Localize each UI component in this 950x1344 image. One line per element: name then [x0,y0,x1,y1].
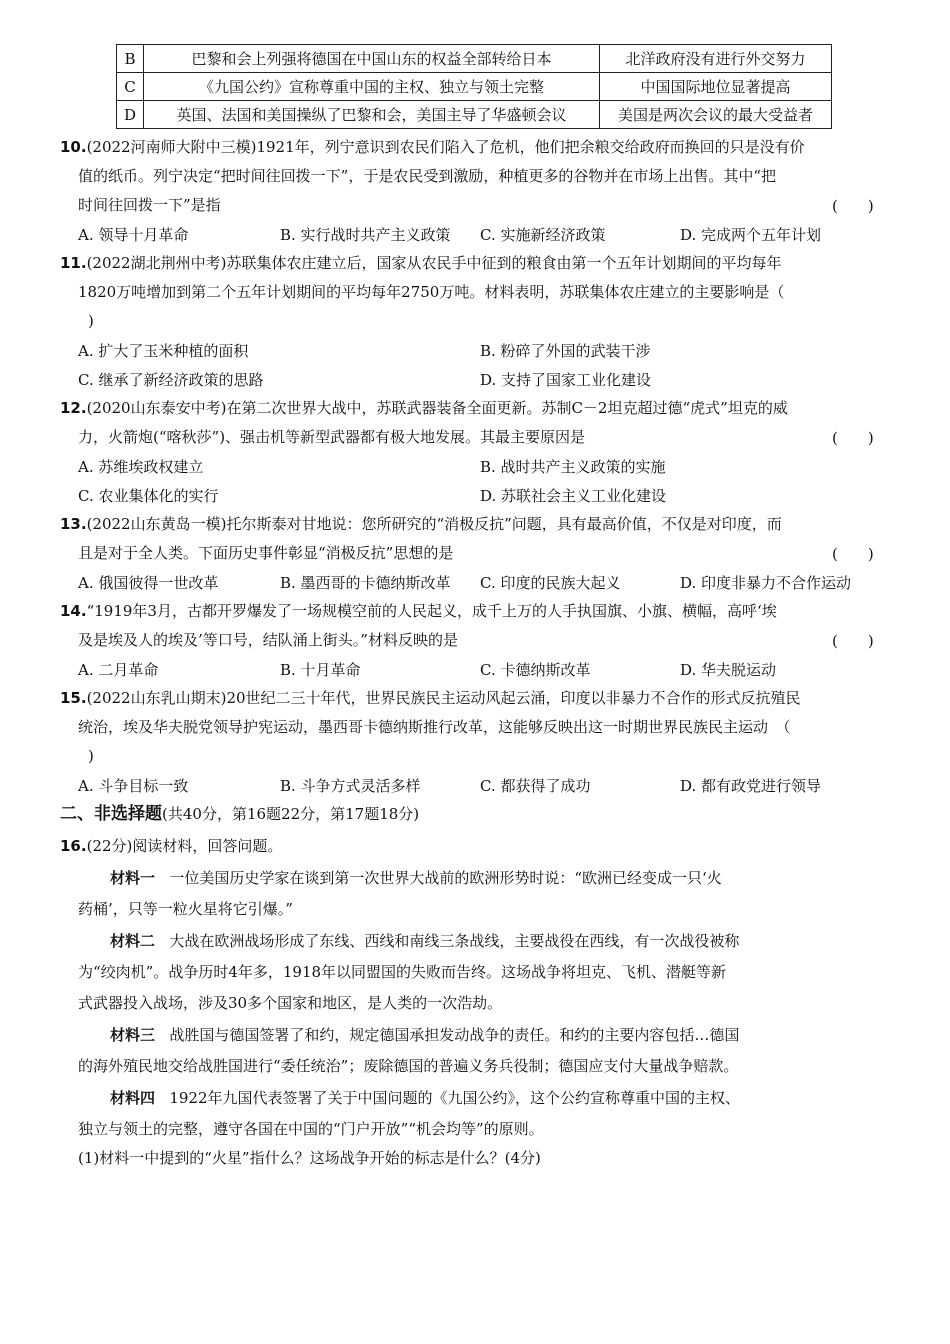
material-text: 战胜国与德国签署了和约，规定德国承担发动战争的责任。和约的主要内容包括…德国 [169,1026,740,1044]
question-11-line2: 1820万吨增加到第二个五年计划期间的平均每年2750万吨。材料表明，苏联集体农庄建立的主要影响是（ [78,283,785,301]
question-12-line1 [60,398,788,418]
material-1-line1 [110,868,722,888]
question-number: 13. [60,515,87,533]
option-d[interactable]: D. 完成两个五年计划 [680,226,822,244]
table-row [117,73,832,101]
option-b[interactable]: B. 十月革命 [280,661,361,679]
option-c[interactable]: C. 印度的民族大起义 [480,574,621,592]
option-c[interactable]: C. 都获得了成功 [480,777,591,795]
row-letter: C [117,73,144,101]
question-10-line1 [60,137,805,157]
section-title: 二、非选择题 [60,804,162,824]
question-number: 16. [60,837,87,855]
material-4-line1 [110,1088,740,1108]
question-text: (2020山东泰安中考)在第二次世界大战中，苏联武器装备全面更新。苏制C－2坦克超过德“虎式”坦克的威 [86,399,788,417]
answer-paren: ( ) [832,429,874,447]
section-2-heading [60,804,419,824]
question-10-line3: 时间往回拨一下”是指 [78,196,221,214]
question-number: 14. [60,602,87,620]
question-number: 15. [60,689,87,707]
option-a[interactable]: A. 二月革命 [78,661,159,679]
row-event: 英国、法国和美国操纵了巴黎和会，美国主导了华盛顿会议 [144,101,600,129]
question-text: (2022山东乳山期末)20世纪二三十年代，世界民族民主运动风起云涌，印度以非暴力不合作的形式反抗殖民 [86,689,801,707]
question-15-line1 [60,688,801,708]
question-14-line1 [60,601,777,621]
question-15-line2: 统治，埃及华夫脱党领导护宪运动，墨西哥卡德纳斯推行改革，这能够反映出这一时期世界民族民主运动 （ [78,718,791,736]
sub-question-1: (1)材料一中提到的“火星”指什么？这场战争开始的标志是什么？(4分) [78,1149,541,1167]
material-3-line2: 的海外殖民地交给战胜国进行“委任统治”；废除德国的普遍义务兵役制；德国应支付大量战争赔款。 [78,1057,739,1075]
section-note: (共40分，第16题22分，第17题18分) [162,805,420,823]
option-c[interactable]: C. 实施新经济政策 [480,226,606,244]
question-text: (2022山东黄岛一模)托尔斯泰对甘地说：您所研究的“消极反抗”问题，具有最高价值，不仅是对印度，而 [86,515,782,533]
material-title: 材料三 [110,1026,156,1044]
option-a[interactable]: A. 扩大了玉米种植的面积 [78,342,249,360]
option-a[interactable]: A. 俄国彼得一世改革 [78,574,219,592]
row-letter: D [117,101,144,129]
row-conclusion: 中国国际地位显著提高 [600,73,832,101]
answer-paren: ( ) [832,197,874,215]
option-c[interactable]: C. 继承了新经济政策的思路 [78,371,264,389]
table-row [117,45,832,73]
option-d[interactable]: D. 苏联社会主义工业化建设 [480,487,667,505]
material-2-line2: 为“绞肉机”。战争历时4年多，1918年以同盟国的失败而告终。这场战争将坦克、飞机、潜艇等新 [78,963,727,981]
row-event: 巴黎和会上列强将德国在中国山东的权益全部转给日本 [144,45,600,73]
row-conclusion: 北洋政府没有进行外交努力 [600,45,832,73]
table-row [117,101,832,129]
material-1-line2: 药桶’，只等一粒火星将它引爆。” [78,900,293,918]
question-15-line3: ) [88,747,94,765]
material-title: 材料二 [110,932,156,950]
material-2-line1 [110,931,739,951]
option-d[interactable]: D. 华夫脱运动 [680,661,777,679]
option-c[interactable]: C. 农业集体化的实行 [78,487,219,505]
material-text: 1922年九国代表签署了关于中国问题的《九国公约》，这个公约宣称尊重中国的主权、 [169,1089,741,1107]
option-d[interactable]: D. 支持了国家工业化建设 [480,371,652,389]
question-11-line3: ) [88,312,94,330]
option-b[interactable]: B. 实行战时共产主义政策 [280,226,451,244]
answer-paren: ( ) [832,632,874,650]
question-11-line1 [60,253,781,273]
option-d[interactable]: D. 印度非暴力不合作运动 [680,574,852,592]
option-b[interactable]: B. 战时共产主义政策的实施 [480,458,666,476]
question-text: (2022湖北荆州中考)苏联集体农庄建立后，国家从农民手中征到的粮食由第一个五年计划期间的平均每年 [86,254,782,272]
option-b[interactable]: B. 墨西哥的卡德纳斯改革 [280,574,451,592]
row-letter: B [117,45,144,73]
question-14-line2: 及是埃及人的埃及’等口号，结队涌上街头。”材料反映的是 [78,631,458,649]
material-text: 大战在欧洲战场形成了东线、西线和南线三条战线，主要战役在西线，有一次战役被称 [169,932,740,950]
material-title: 材料一 [110,869,156,887]
question-number: 11. [60,254,87,272]
option-a[interactable]: A. 斗争目标一致 [78,777,189,795]
row-conclusion: 美国是两次会议的最大受益者 [600,101,832,129]
answer-paren: ( ) [832,545,874,563]
question-text: (22分)阅读材料，回答问题。 [86,837,283,855]
row-event: 《九国公约》宣称尊重中国的主权、独立与领土完整 [144,73,600,101]
question-16-intro [60,836,282,856]
material-text: 一位美国历史学家在谈到第一次世界大战前的欧洲形势时说：“欧洲已经变成一只‘火 [169,869,722,887]
material-title: 材料四 [110,1089,156,1107]
option-a[interactable]: A. 苏维埃政权建立 [78,458,204,476]
question-13-line1 [60,514,782,534]
option-d[interactable]: D. 都有政党进行领导 [680,777,822,795]
option-table [116,44,832,129]
question-text: “1919年3月，古都开罗爆发了一场规模空前的人民起义，成千上万的人手执国旗、小旗、横幅，高呼‘埃 [86,602,777,620]
question-10-line2: 值的纸币。列宁决定“把时间往回拨一下”，于是农民受到激励，种植更多的谷物并在市场上出售。其中“把 [78,167,777,185]
question-number: 10. [60,138,87,156]
question-text: (2022河南师大附中三模)1921年，列宁意识到农民们陷入了危机，他们把余粮交给政府而换回的只是没有价 [86,138,805,156]
option-b[interactable]: B. 斗争方式灵活多样 [280,777,421,795]
question-number: 12. [60,399,87,417]
option-c[interactable]: C. 卡德纳斯改革 [480,661,591,679]
option-b[interactable]: B. 粉碎了外国的武装干涉 [480,342,651,360]
material-2-line3: 式武器投入战场，涉及30多个国家和地区，是人类的一次浩劫。 [78,994,503,1012]
material-3-line1 [110,1025,739,1045]
question-12-line2: 力，火箭炮(“喀秋莎”)、强击机等新型武器都有极大地发展。其最主要原因是 [78,428,586,446]
option-a[interactable]: A. 领导十月革命 [78,226,189,244]
material-4-line2: 独立与领土的完整，遵守各国在中国的“门户开放”“机会均等”的原则。 [78,1120,544,1138]
question-13-line2: 且是对于全人类。下面历史事件彰显“消极反抗”思想的是 [78,544,454,562]
